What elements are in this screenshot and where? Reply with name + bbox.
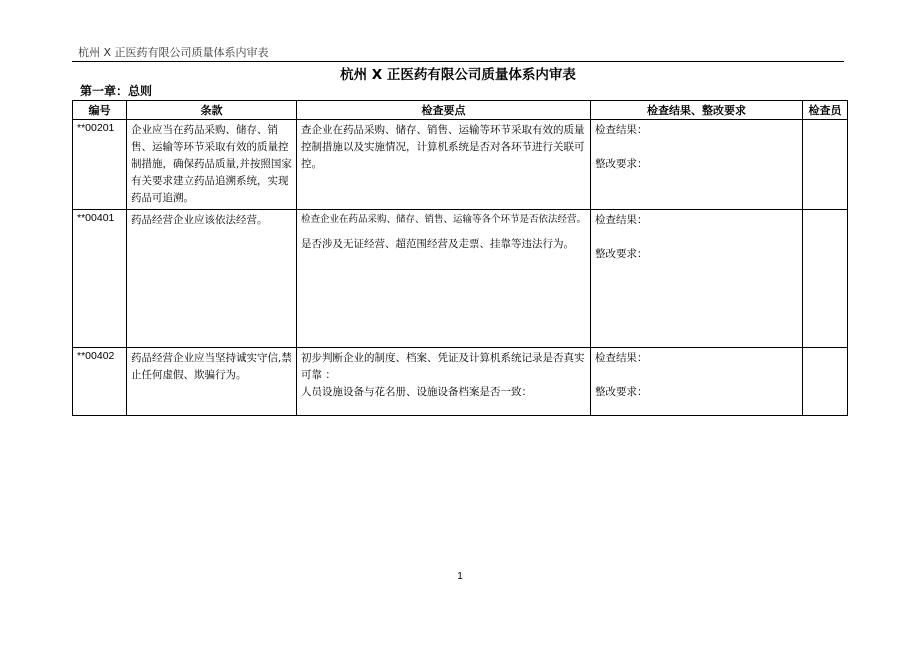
row-check-points xyxy=(297,348,591,416)
document-title: 杭州 X 正医药有限公司质量体系内审表 xyxy=(340,67,576,83)
row-clause: 药品经营企业应当坚持诚实守信,禁止任何虚假、欺骗行为。 xyxy=(127,348,297,416)
row-clause: 企业应当在药品采购、储存、销售、运输等环节采取有效的质量控制措施，确保药品质量,并按照国家有关要求建立药品追溯系统，实现药品可追溯。 xyxy=(127,120,297,210)
row-check-points xyxy=(297,210,591,348)
table-row xyxy=(73,120,848,210)
row-inspector xyxy=(803,210,848,348)
row-check-points xyxy=(297,120,591,210)
running-header: 杭州 X 正医药有限公司质量体系内审表 xyxy=(78,46,269,59)
rectify-label: 整改要求： xyxy=(595,386,648,398)
audit-table xyxy=(72,100,848,416)
check-point-text: 初步判断企业的制度、档案、凭证及计算机系统记录是否真实可靠 ： xyxy=(301,352,585,381)
row-inspector xyxy=(803,120,848,210)
rectify-label: 整改要求： xyxy=(595,158,648,170)
header-rule xyxy=(72,61,844,62)
column-header-code: 编号 xyxy=(73,101,127,120)
result-label: 检查结果： xyxy=(595,214,648,226)
table-row xyxy=(73,210,848,348)
rectify-label: 整改要求： xyxy=(595,248,648,260)
check-point-text: 人员设施设备与花名册、设施设备档案是否一致： xyxy=(301,386,532,398)
column-header-result-rectify: 检查结果、整改要求 xyxy=(591,101,803,120)
row-code: **00401 xyxy=(73,210,127,348)
result-label: 检查结果： xyxy=(595,352,648,364)
page-number: 1 xyxy=(457,571,463,582)
check-point-text: 查企业在药品采购、储存、销售、运输等环节采取有效的质量控制措施以及实施情况，计算机系统是否对各环节进行关联可控。 xyxy=(301,124,585,170)
table-header-row xyxy=(73,101,848,120)
chapter-heading: 第一章：总则 xyxy=(80,84,153,98)
row-inspector xyxy=(803,348,848,416)
row-code: **00402 xyxy=(73,348,127,416)
result-label: 检查结果： xyxy=(595,124,648,136)
check-point-text: 是否涉及无证经营、超范围经营及走票、挂靠等违法行为。 xyxy=(301,238,574,250)
row-code: **00201 xyxy=(73,120,127,210)
row-result-cell xyxy=(591,348,803,416)
row-result-cell xyxy=(591,120,803,210)
column-header-check-points: 检查要点 xyxy=(297,101,591,120)
table-row xyxy=(73,348,848,416)
column-header-inspector: 检查员 xyxy=(803,101,848,120)
column-header-clause: 条款 xyxy=(127,101,297,120)
check-point-text: 检查企业在药品采购、储存、销售、运输等各个环节是否依法经营。 xyxy=(301,214,587,225)
row-result-cell xyxy=(591,210,803,348)
row-clause: 药品经营企业应该依法经营。 xyxy=(127,210,297,348)
